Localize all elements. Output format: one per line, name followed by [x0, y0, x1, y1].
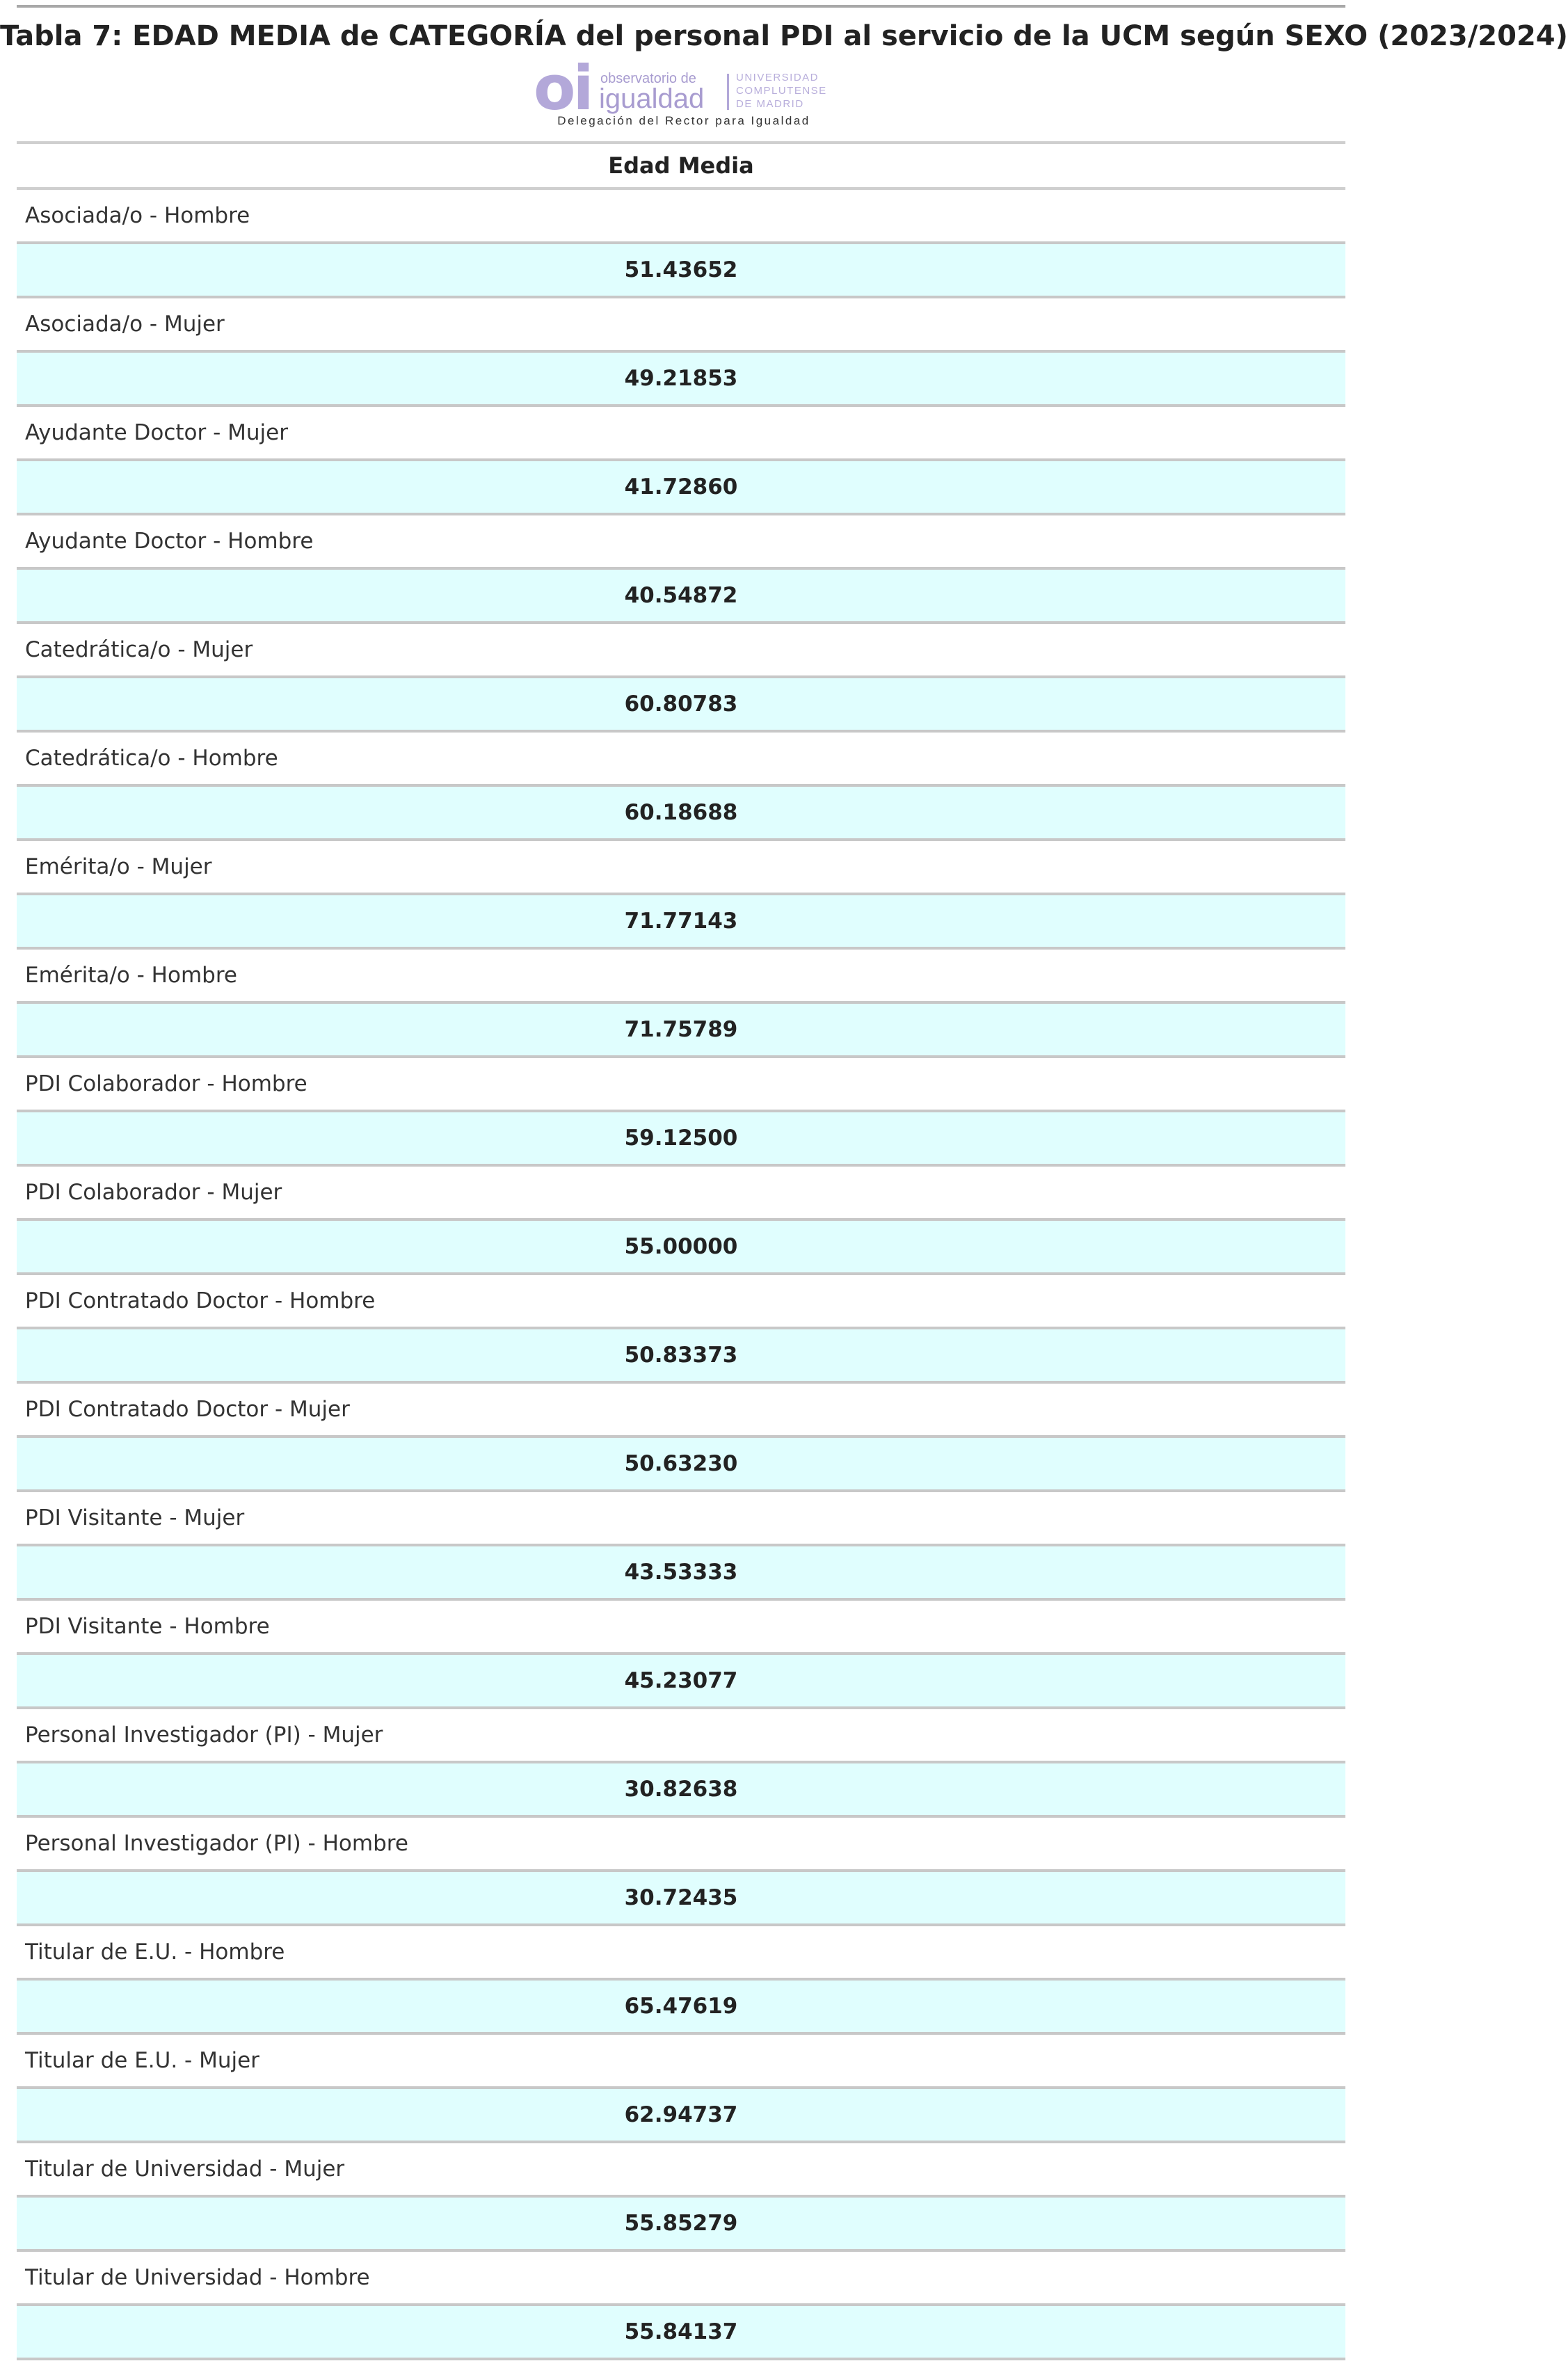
logo-university-line: DE MADRID: [736, 98, 804, 110]
row-category-label: PDI Visitante - Mujer: [17, 1492, 1345, 1546]
logo-university-line: COMPLUTENSE: [736, 85, 827, 97]
logo-university-line: UNIVERSIDAD: [736, 72, 819, 83]
logo-delegation: Delegación del Rector para Igualdad: [557, 114, 810, 127]
row-category-label: Titular de E.U. - Hombre: [17, 1926, 1345, 1981]
row-category-label: Titular de Universidad - Mujer: [17, 2143, 1345, 2198]
top-rule: [17, 5, 1345, 8]
row-average-age: 30.82638: [17, 1763, 1345, 1818]
row-category-label: Catedrática/o - Hombre: [17, 733, 1345, 787]
row-category-label: Ayudante Doctor - Hombre: [17, 515, 1345, 570]
logo-university: [736, 71, 827, 111]
observatorio-logo: [531, 52, 837, 131]
row-category-label: PDI Colaborador - Hombre: [17, 1058, 1345, 1112]
row-average-age: 55.84137: [17, 2306, 1345, 2360]
row-category-label: PDI Colaborador - Mujer: [17, 1167, 1345, 1221]
row-average-age: 59.12500: [17, 1112, 1345, 1167]
row-category-label: Catedrática/o - Mujer: [17, 624, 1345, 678]
row-average-age: 51.43652: [17, 244, 1345, 298]
row-average-age: 62.94737: [17, 2089, 1345, 2143]
row-category-label: PDI Contratado Doctor - Hombre: [17, 1275, 1345, 1329]
page-title: Tabla 7: EDAD MEDIA de CATEGORÍA del personal PDI al servicio de la UCM según SEXO (2023/2024): [0, 20, 1568, 52]
logo-separator: [727, 74, 729, 110]
row-average-age: 30.72435: [17, 1872, 1345, 1926]
age-table: [17, 141, 1345, 2360]
row-average-age: 49.21853: [17, 353, 1345, 407]
row-category-label: Ayudante Doctor - Mujer: [17, 407, 1345, 461]
row-category-label: Personal Investigador (PI) - Hombre: [17, 1818, 1345, 1872]
row-average-age: 60.80783: [17, 678, 1345, 733]
row-average-age: 71.75789: [17, 1004, 1345, 1058]
logo-mark: oi: [534, 52, 591, 124]
row-category-label: Asociada/o - Mujer: [17, 298, 1345, 353]
row-average-age: 43.53333: [17, 1546, 1345, 1601]
row-category-label: Titular de Universidad - Hombre: [17, 2252, 1345, 2306]
row-category-label: Personal Investigador (PI) - Mujer: [17, 1709, 1345, 1763]
row-average-age: 55.00000: [17, 1221, 1345, 1275]
row-average-age: 50.83373: [17, 1329, 1345, 1384]
table-header: Edad Media: [17, 141, 1345, 190]
logo-line1: observatorio de: [600, 71, 696, 86]
row-category-label: Emérita/o - Mujer: [17, 841, 1345, 895]
row-average-age: 55.85279: [17, 2198, 1345, 2252]
row-average-age: 50.63230: [17, 1438, 1345, 1492]
row-average-age: 65.47619: [17, 1981, 1345, 2035]
row-average-age: 71.77143: [17, 895, 1345, 950]
row-average-age: 60.18688: [17, 787, 1345, 841]
row-category-label: Asociada/o - Hombre: [17, 190, 1345, 244]
logo-line2: igualdad: [599, 83, 705, 114]
row-average-age: 41.72860: [17, 461, 1345, 515]
row-category-label: PDI Visitante - Hombre: [17, 1601, 1345, 1655]
table-body: [17, 190, 1345, 2360]
row-category-label: PDI Contratado Doctor - Mujer: [17, 1384, 1345, 1438]
row-average-age: 40.54872: [17, 570, 1345, 624]
row-average-age: 45.23077: [17, 1655, 1345, 1709]
row-category-label: Titular de E.U. - Mujer: [17, 2035, 1345, 2089]
row-category-label: Emérita/o - Hombre: [17, 950, 1345, 1004]
